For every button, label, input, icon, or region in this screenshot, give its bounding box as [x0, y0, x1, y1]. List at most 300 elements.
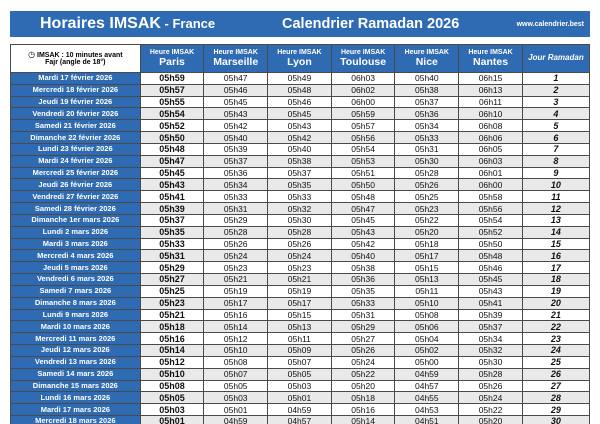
city-header: [204, 45, 268, 73]
ramadan-day-cell: 7: [522, 143, 589, 155]
table-row: [11, 226, 590, 238]
table-body: [11, 73, 590, 424]
ramadan-day-cell: 14: [522, 226, 589, 238]
ramadan-day-cell: 29: [522, 404, 589, 416]
clock-icon: ◷: [28, 49, 36, 59]
table-row: [11, 297, 590, 309]
date-cell: Samedi 7 mars 2026: [11, 285, 141, 297]
imsak-time-cell: 05h45: [459, 274, 523, 286]
ramadan-day-cell: 21: [522, 309, 589, 321]
imsak-time-cell: 05h23: [204, 262, 268, 274]
table-header: [11, 45, 590, 73]
imsak-time-cell: 05h51: [331, 167, 395, 179]
imsak-time-cell: 04h59: [204, 416, 268, 424]
imsak-time-cell: 05h50: [331, 179, 395, 191]
city-header-prefix: Heure IMSAK: [340, 49, 386, 57]
imsak-time-cell: 04h59: [395, 368, 459, 380]
imsak-time-cell: 05h15: [395, 262, 459, 274]
imsak-time-cell: 05h40: [204, 132, 268, 144]
city-header-name: Nantes: [473, 55, 509, 68]
date-cell: Samedi 28 février 2026: [11, 203, 141, 215]
imsak-time-cell: 05h00: [395, 356, 459, 368]
imsak-time-cell: 05h52: [459, 226, 523, 238]
imsak-time-cell: 05h48: [459, 250, 523, 262]
date-cell: Vendredi 6 mars 2026: [11, 274, 141, 286]
table-row: [11, 404, 590, 416]
ramadan-day-cell: 28: [522, 392, 589, 404]
imsak-time-cell: 05h57: [331, 120, 395, 132]
ramadan-day-cell: 27: [522, 380, 589, 392]
imsak-time-cell: 05h59: [331, 108, 395, 120]
table-row: [11, 274, 590, 286]
imsak-time-cell: 05h40: [268, 143, 332, 155]
imsak-time-cell: 05h37: [395, 96, 459, 108]
table-row: [11, 155, 590, 167]
table-row: [11, 250, 590, 262]
imsak-time-cell: 05h45: [268, 108, 332, 120]
city-header-name: Nice: [415, 55, 438, 68]
imsak-time-cell: 05h49: [268, 73, 332, 85]
imsak-time-cell: 05h09: [268, 345, 332, 357]
imsak-time-cell: 05h29: [331, 321, 395, 333]
imsak-time-cell: 05h07: [204, 368, 268, 380]
imsak-time-cell: 05h35: [268, 179, 332, 191]
imsak-time-cell: 05h26: [459, 380, 523, 392]
imsak-time-cell: 05h39: [459, 309, 523, 321]
imsak-time-cell: 05h08: [140, 380, 204, 392]
imsak-time-cell: 04h57: [268, 416, 332, 424]
table-row: [11, 309, 590, 321]
imsak-time-cell: 05h19: [268, 285, 332, 297]
date-cell: Mardi 17 mars 2026: [11, 404, 141, 416]
imsak-time-cell: 05h48: [331, 191, 395, 203]
table-row: [11, 84, 590, 96]
imsak-time-cell: 06h02: [331, 84, 395, 96]
imsak-time-cell: 06h03: [331, 73, 395, 85]
ramadan-day-cell: 16: [522, 250, 589, 262]
imsak-time-cell: 05h20: [331, 380, 395, 392]
imsak-time-cell: 05h05: [268, 368, 332, 380]
table-row: [11, 356, 590, 368]
ramadan-day-cell: 20: [522, 297, 589, 309]
imsak-time-cell: 06h05: [459, 143, 523, 155]
imsak-time-cell: 05h36: [331, 274, 395, 286]
imsak-time-cell: 05h38: [268, 155, 332, 167]
date-cell: Lundi 9 mars 2026: [11, 309, 141, 321]
table-row: [11, 416, 590, 424]
imsak-time-cell: 05h55: [140, 96, 204, 108]
calendar-title: Calendrier Ramadan 2026: [282, 16, 460, 32]
city-header: [140, 45, 204, 73]
ramadan-day-cell: 9: [522, 167, 589, 179]
imsak-time-cell: 05h22: [331, 368, 395, 380]
imsak-time-cell: 05h32: [268, 203, 332, 215]
imsak-time-cell: 05h14: [331, 416, 395, 424]
imsak-time-cell: 05h21: [268, 274, 332, 286]
ramadan-day-cell: 10: [522, 179, 589, 191]
city-header-prefix: Heure IMSAK: [404, 49, 449, 57]
imsak-time-cell: 05h16: [204, 309, 268, 321]
table-row: [11, 321, 590, 333]
ramadan-day-cell: 25: [522, 356, 589, 368]
imsak-time-cell: 05h59: [140, 73, 204, 85]
imsak-time-cell: 06h01: [459, 167, 523, 179]
imsak-time-cell: 05h41: [459, 297, 523, 309]
imsak-time-cell: 04h51: [395, 416, 459, 424]
imsak-time-cell: 05h45: [204, 96, 268, 108]
table-row: [11, 333, 590, 345]
table-row: [11, 167, 590, 179]
imsak-time-cell: 05h25: [140, 285, 204, 297]
table-row: [11, 392, 590, 404]
imsak-time-cell: 05h47: [331, 203, 395, 215]
imsak-time-cell: 05h32: [459, 345, 523, 357]
imsak-time-cell: 05h43: [140, 179, 204, 191]
imsak-time-cell: 05h23: [268, 262, 332, 274]
imsak-time-cell: 05h31: [204, 203, 268, 215]
table-row: [11, 179, 590, 191]
imsak-time-cell: 05h03: [268, 380, 332, 392]
imsak-schedule-table: [10, 44, 590, 424]
imsak-time-cell: 05h40: [331, 250, 395, 262]
title-banner: [10, 11, 590, 37]
imsak-time-cell: 05h47: [204, 73, 268, 85]
imsak-time-cell: 05h20: [459, 416, 523, 424]
imsak-time-cell: 05h06: [395, 321, 459, 333]
imsak-time-cell: 05h46: [204, 84, 268, 96]
table-row: [11, 345, 590, 357]
imsak-time-cell: 05h33: [268, 191, 332, 203]
imsak-time-cell: 05h29: [204, 214, 268, 226]
city-header: [268, 45, 332, 73]
date-cell: Jeudi 26 février 2026: [11, 179, 141, 191]
imsak-time-cell: 06h13: [459, 84, 523, 96]
table-row: [11, 120, 590, 132]
imsak-time-cell: 05h01: [204, 404, 268, 416]
ramadan-day-cell: 8: [522, 155, 589, 167]
imsak-time-cell: 05h08: [395, 309, 459, 321]
imsak-time-cell: 05h29: [140, 262, 204, 274]
imsak-time-cell: 05h30: [268, 214, 332, 226]
date-cell: Jeudi 12 mars 2026: [11, 345, 141, 357]
date-cell: Lundi 23 février 2026: [11, 143, 141, 155]
city-header-name: Paris: [159, 55, 185, 68]
ramadan-day-cell: 3: [522, 96, 589, 108]
imsak-time-cell: 06h06: [459, 132, 523, 144]
imsak-time-cell: 05h27: [331, 333, 395, 345]
banner-title-main: Horaires IMSAK: [40, 15, 161, 32]
imsak-time-cell: 05h07: [268, 356, 332, 368]
info-line-2: Fajr (angle de 18°): [45, 59, 106, 67]
city-header: [331, 45, 395, 73]
imsak-time-cell: 05h42: [331, 238, 395, 250]
imsak-time-cell: 05h43: [268, 120, 332, 132]
date-cell: Dimanche 22 février 2026: [11, 132, 141, 144]
imsak-time-cell: 06h10: [459, 108, 523, 120]
imsak-time-cell: 05h54: [459, 214, 523, 226]
imsak-time-cell: 05h25: [395, 191, 459, 203]
imsak-time-cell: 05h50: [459, 238, 523, 250]
imsak-time-cell: 05h21: [204, 274, 268, 286]
imsak-time-cell: 05h24: [204, 250, 268, 262]
date-cell: Vendredi 13 mars 2026: [11, 356, 141, 368]
imsak-time-cell: 05h12: [140, 356, 204, 368]
imsak-time-cell: 05h23: [395, 203, 459, 215]
imsak-time-cell: 05h31: [395, 143, 459, 155]
table-row: [11, 380, 590, 392]
imsak-time-cell: 05h30: [459, 356, 523, 368]
imsak-time-cell: 05h52: [140, 120, 204, 132]
imsak-time-cell: 05h17: [268, 297, 332, 309]
ramadan-day-cell: 19: [522, 285, 589, 297]
imsak-time-cell: 05h11: [395, 285, 459, 297]
imsak-time-cell: 05h08: [204, 356, 268, 368]
imsak-time-cell: 06h00: [459, 179, 523, 191]
imsak-time-cell: 05h24: [459, 392, 523, 404]
imsak-time-cell: 05h37: [459, 321, 523, 333]
imsak-time-cell: 05h19: [204, 285, 268, 297]
imsak-time-cell: 05h33: [140, 238, 204, 250]
table-row: [11, 262, 590, 274]
city-header-prefix: Heure IMSAK: [213, 49, 258, 57]
date-cell: Mardi 3 mars 2026: [11, 238, 141, 250]
city-header-name: Lyon: [287, 55, 312, 68]
table-row: [11, 368, 590, 380]
ramadan-day-cell: 1: [522, 73, 589, 85]
imsak-time-cell: 05h40: [395, 73, 459, 85]
imsak-time-cell: 05h39: [204, 143, 268, 155]
imsak-time-cell: 05h12: [204, 333, 268, 345]
imsak-time-cell: 05h38: [395, 84, 459, 96]
imsak-time-cell: 05h57: [140, 84, 204, 96]
imsak-time-cell: 05h01: [140, 416, 204, 424]
ramadan-day-cell: 15: [522, 238, 589, 250]
imsak-info-header: [11, 45, 141, 73]
imsak-time-cell: 05h22: [459, 404, 523, 416]
imsak-time-cell: 04h55: [395, 392, 459, 404]
date-cell: Vendredi 20 février 2026: [11, 108, 141, 120]
date-cell: Lundi 16 mars 2026: [11, 392, 141, 404]
imsak-time-cell: 06h15: [459, 73, 523, 85]
date-cell: Mercredi 18 mars 2026: [11, 416, 141, 424]
date-cell: Samedi 21 février 2026: [11, 120, 141, 132]
imsak-time-cell: 05h26: [395, 179, 459, 191]
imsak-time-cell: 05h03: [204, 392, 268, 404]
date-cell: Jeudi 19 février 2026: [11, 96, 141, 108]
imsak-time-cell: 05h34: [395, 120, 459, 132]
date-cell: Vendredi 27 février 2026: [11, 191, 141, 203]
table-row: [11, 214, 590, 226]
imsak-time-cell: 05h33: [331, 297, 395, 309]
imsak-time-cell: 05h45: [140, 167, 204, 179]
city-header: [459, 45, 523, 73]
date-cell: Mardi 10 mars 2026: [11, 321, 141, 333]
info-line-1: IMSAK : 10 minutes avant: [37, 51, 123, 59]
imsak-time-cell: 05h26: [268, 238, 332, 250]
date-cell: Mercredi 18 février 2026: [11, 84, 141, 96]
imsak-time-cell: 05h43: [204, 108, 268, 120]
ramadan-day-cell: 5: [522, 120, 589, 132]
imsak-time-cell: 05h46: [459, 262, 523, 274]
imsak-time-cell: 05h37: [268, 167, 332, 179]
imsak-time-cell: 05h28: [459, 368, 523, 380]
imsak-time-cell: 05h46: [268, 96, 332, 108]
imsak-time-cell: 05h22: [395, 214, 459, 226]
imsak-time-cell: 05h13: [268, 321, 332, 333]
imsak-time-cell: 05h18: [140, 321, 204, 333]
imsak-time-cell: 05h23: [140, 297, 204, 309]
imsak-time-cell: 05h10: [140, 368, 204, 380]
imsak-time-cell: 05h01: [268, 392, 332, 404]
ramadan-day-cell: 17: [522, 262, 589, 274]
imsak-time-cell: 05h48: [268, 84, 332, 96]
imsak-time-cell: 05h43: [331, 226, 395, 238]
ramadan-day-cell: 18: [522, 274, 589, 286]
imsak-time-cell: 05h38: [331, 262, 395, 274]
ramadan-day-cell: 30: [522, 416, 589, 424]
imsak-time-cell: 06h08: [459, 120, 523, 132]
imsak-time-cell: 05h26: [204, 238, 268, 250]
table-row: [11, 191, 590, 203]
imsak-time-cell: 06h11: [459, 96, 523, 108]
imsak-time-cell: 05h37: [204, 155, 268, 167]
date-cell: Mercredi 11 mars 2026: [11, 333, 141, 345]
city-header-name: Toulouse: [340, 55, 387, 68]
table-row: [11, 73, 590, 85]
date-cell: Dimanche 15 mars 2026: [11, 380, 141, 392]
table-row: [11, 203, 590, 215]
imsak-time-cell: 05h05: [204, 380, 268, 392]
imsak-time-cell: 05h41: [140, 191, 204, 203]
imsak-time-cell: 05h47: [140, 155, 204, 167]
imsak-time-cell: 05h42: [268, 132, 332, 144]
table-row: [11, 96, 590, 108]
imsak-time-cell: 05h14: [204, 321, 268, 333]
imsak-time-cell: 04h53: [395, 404, 459, 416]
imsak-time-cell: 05h02: [395, 345, 459, 357]
website-label: www.calendrier.best: [516, 20, 584, 28]
city-header-name: Marseille: [213, 55, 259, 68]
table-row: [11, 132, 590, 144]
imsak-time-cell: 05h24: [331, 356, 395, 368]
imsak-time-cell: 05h33: [395, 132, 459, 144]
table-row: [11, 285, 590, 297]
imsak-time-cell: 05h05: [140, 392, 204, 404]
imsak-time-cell: 04h57: [395, 380, 459, 392]
imsak-time-cell: 05h34: [204, 179, 268, 191]
imsak-time-cell: 05h54: [331, 143, 395, 155]
ramadan-day-cell: 12: [522, 203, 589, 215]
imsak-time-cell: 05h34: [459, 333, 523, 345]
city-header: [395, 45, 459, 73]
imsak-time-cell: 05h31: [140, 250, 204, 262]
imsak-time-cell: 05h04: [395, 333, 459, 345]
imsak-time-cell: 05h43: [459, 285, 523, 297]
imsak-time-cell: 05h24: [268, 250, 332, 262]
imsak-time-cell: 05h35: [140, 226, 204, 238]
imsak-time-cell: 05h18: [331, 392, 395, 404]
ramadan-day-cell: 2: [522, 84, 589, 96]
imsak-time-cell: 05h42: [204, 120, 268, 132]
imsak-time-cell: 05h20: [395, 226, 459, 238]
imsak-time-cell: 05h10: [395, 297, 459, 309]
imsak-time-cell: 05h18: [395, 238, 459, 250]
date-cell: Mercredi 4 mars 2026: [11, 250, 141, 262]
imsak-time-cell: 05h48: [140, 143, 204, 155]
ramadan-day-cell: 26: [522, 368, 589, 380]
imsak-time-cell: 05h30: [395, 155, 459, 167]
imsak-time-cell: 05h31: [331, 309, 395, 321]
banner-subtitle: - France: [160, 16, 216, 31]
banner-title: [40, 15, 215, 33]
imsak-time-cell: 05h35: [331, 285, 395, 297]
imsak-time-cell: 05h17: [204, 297, 268, 309]
city-header-prefix: Heure IMSAK: [468, 49, 513, 57]
imsak-time-cell: 05h03: [140, 404, 204, 416]
imsak-time-cell: 05h17: [395, 250, 459, 262]
imsak-time-cell: 05h33: [204, 191, 268, 203]
city-header-prefix: Heure IMSAK: [277, 49, 322, 57]
imsak-time-cell: 05h36: [395, 108, 459, 120]
table-row: [11, 108, 590, 120]
imsak-time-cell: 05h10: [204, 345, 268, 357]
imsak-time-cell: 05h28: [268, 226, 332, 238]
city-header-prefix: Heure IMSAK: [149, 49, 195, 57]
ramadan-day-cell: 24: [522, 345, 589, 357]
imsak-time-cell: 05h27: [140, 274, 204, 286]
imsak-time-cell: 05h56: [331, 132, 395, 144]
table-row: [11, 238, 590, 250]
imsak-time-cell: 05h11: [268, 333, 332, 345]
imsak-time-cell: 05h21: [140, 309, 204, 321]
imsak-time-cell: 05h15: [268, 309, 332, 321]
imsak-time-cell: 05h37: [140, 214, 204, 226]
imsak-time-cell: 05h16: [140, 333, 204, 345]
imsak-time-cell: 05h54: [140, 108, 204, 120]
ramadan-day-cell: 13: [522, 214, 589, 226]
date-cell: Dimanche 8 mars 2026: [11, 297, 141, 309]
imsak-time-cell: 05h26: [331, 345, 395, 357]
table-row: [11, 143, 590, 155]
date-cell: Jeudi 5 mars 2026: [11, 262, 141, 274]
ramadan-day-cell: 22: [522, 321, 589, 333]
imsak-time-cell: 06h00: [331, 96, 395, 108]
imsak-time-cell: 05h56: [459, 203, 523, 215]
imsak-time-cell: 05h14: [140, 345, 204, 357]
imsak-time-cell: 05h28: [204, 226, 268, 238]
imsak-time-cell: 05h28: [395, 167, 459, 179]
date-cell: Mardi 17 février 2026: [11, 73, 141, 85]
date-cell: Mercredi 25 février 2026: [11, 167, 141, 179]
date-cell: Mardi 24 février 2026: [11, 155, 141, 167]
ramadan-day-cell: 6: [522, 132, 589, 144]
imsak-time-cell: 06h03: [459, 155, 523, 167]
imsak-time-cell: 05h45: [331, 214, 395, 226]
ramadan-day-cell: 4: [522, 108, 589, 120]
imsak-time-cell: 05h36: [204, 167, 268, 179]
imsak-time-cell: 05h58: [459, 191, 523, 203]
imsak-time-cell: 05h53: [331, 155, 395, 167]
date-cell: Samedi 14 mars 2026: [11, 368, 141, 380]
ramadan-day-cell: 11: [522, 191, 589, 203]
imsak-time-cell: 05h16: [331, 404, 395, 416]
ramadan-day-cell: 23: [522, 333, 589, 345]
imsak-time-cell: 05h13: [395, 274, 459, 286]
date-cell: Dimanche 1er mars 2026: [11, 214, 141, 226]
imsak-time-cell: 05h39: [140, 203, 204, 215]
ramadan-day-header: Jour Ramadan: [522, 45, 589, 73]
imsak-time-cell: 04h59: [268, 404, 332, 416]
